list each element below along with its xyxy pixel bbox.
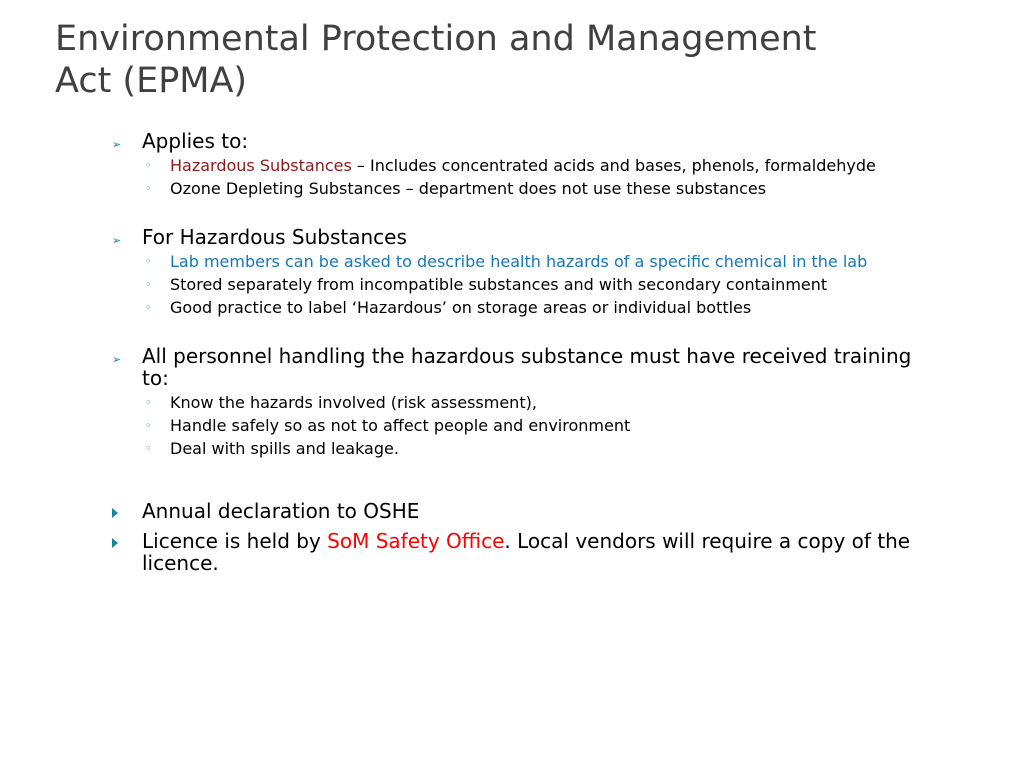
list-item-text: Handle safely so as not to affect people and environment <box>170 416 631 435</box>
triangle-bullet-icon <box>112 504 118 526</box>
list-item-text: Ozone Depleting Substances – department does not use these substances <box>170 179 767 198</box>
slide-title-line-1: Environmental Protection and Management <box>55 19 817 59</box>
list-item <box>112 299 942 317</box>
arrowhead-bullet-icon: ➢ <box>112 353 122 366</box>
list-item <box>112 253 942 271</box>
list-item <box>112 180 942 198</box>
bullet-text: . Local vendors will require a copy of the licence. <box>142 529 911 575</box>
list-item <box>112 157 942 175</box>
section-heading-text: Applies to: <box>142 129 249 153</box>
list-item <box>112 394 942 412</box>
section-heading-applies-to <box>112 130 942 152</box>
circle-bullet-icon: ◦ <box>145 301 152 314</box>
section-heading-text: All personnel handling the hazardous substance must have received training to: <box>142 344 912 390</box>
arrowhead-bullet-icon: ➢ <box>112 234 122 247</box>
circle-bullet-icon: ◦ <box>145 159 152 172</box>
hazardous-substances-highlight: Hazardous Substances <box>170 156 352 175</box>
triangle-bullet-icon <box>112 534 118 556</box>
circle-bullet-icon: ◦ <box>145 419 152 432</box>
bullet-text: Licence is held by <box>142 529 328 553</box>
bullet-text: Annual declaration to OSHE <box>142 499 420 523</box>
section-heading-training <box>112 345 942 389</box>
list-item-text: Deal with spills and leakage. <box>170 439 399 458</box>
list-item-text: Know the hazards involved (risk assessment), <box>170 393 537 412</box>
bullet-licence <box>112 530 942 574</box>
som-safety-office-highlight: SoM Safety Office <box>327 529 505 553</box>
bullet-annual-declaration <box>112 500 942 522</box>
arrowhead-bullet-icon: ➢ <box>112 138 122 151</box>
circle-bullet-icon: ◦ <box>145 182 152 195</box>
list-item-text: Stored separately from incompatible substances and with secondary containment <box>170 275 828 294</box>
slide-title <box>55 18 955 102</box>
circle-bullet-icon: ◦ <box>145 278 152 291</box>
slide-title-line-2: Act (EPMA) <box>55 61 248 101</box>
circle-bullet-icon: ◦ <box>145 255 152 268</box>
list-item-text: Good practice to label ‘Hazardous’ on storage areas or individual bottles <box>170 298 752 317</box>
section-heading-text: For Hazardous Substances <box>142 225 407 249</box>
section-heading-for-hazardous-substances <box>112 226 942 248</box>
list-item-text-highlight: Lab members can be asked to describe health hazards of a specific chemical in the lab <box>170 252 868 271</box>
slide-body <box>112 130 942 574</box>
circle-bullet-icon: ◦ <box>145 442 152 455</box>
circle-bullet-icon: ◦ <box>145 396 152 409</box>
list-item <box>112 417 942 435</box>
list-item <box>112 276 942 294</box>
list-item-text: – Includes concentrated acids and bases, phenols, formaldehyde <box>351 156 876 175</box>
list-item <box>112 440 942 458</box>
